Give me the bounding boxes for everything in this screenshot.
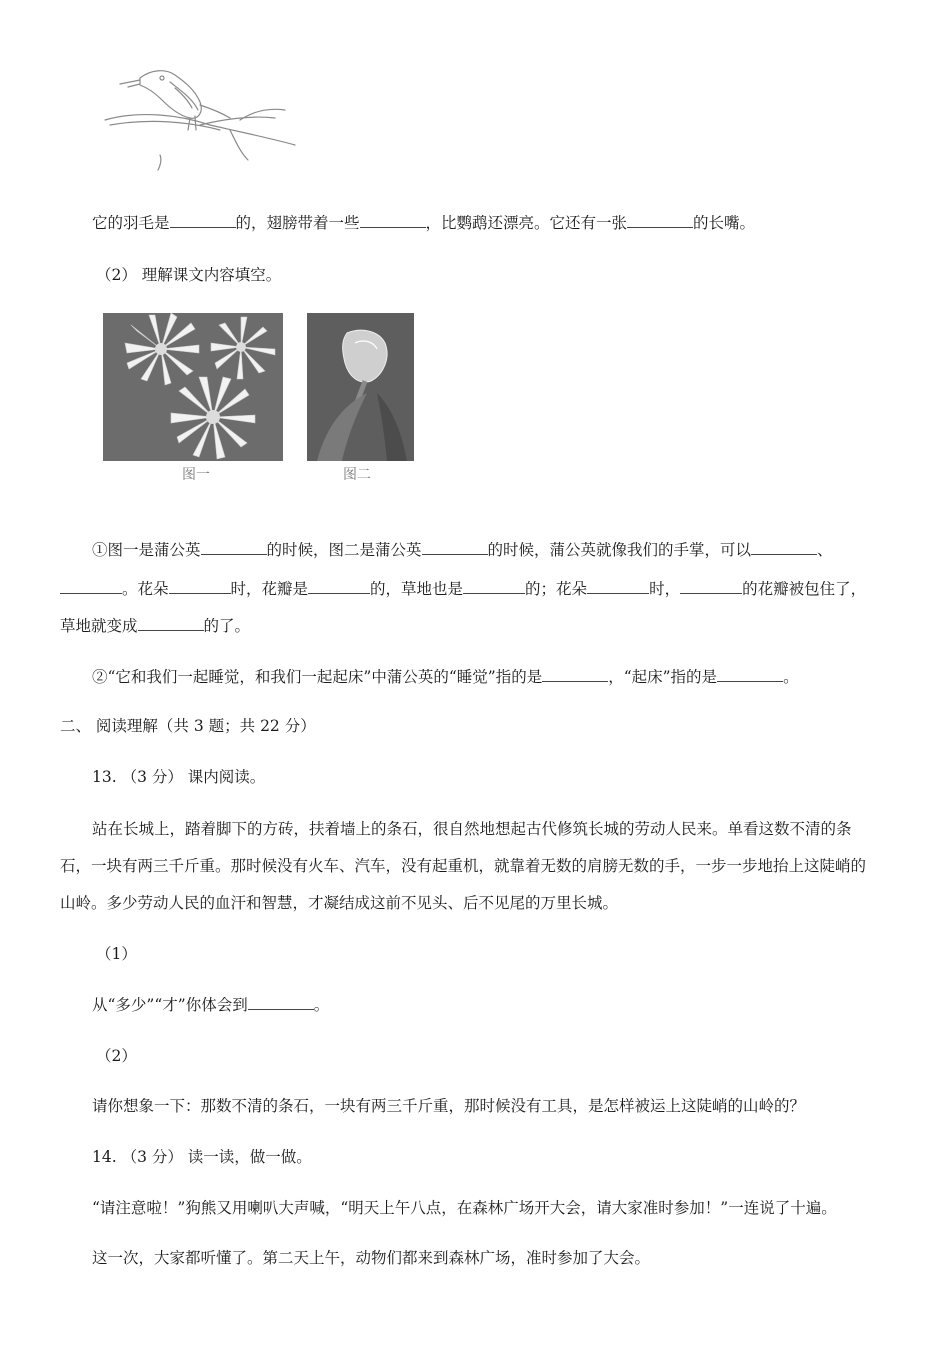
answer-blank[interactable] [680,579,742,594]
dandelion-fill-line-1 [92,540,833,560]
passage-line-2: 石，一块有两三千斤重。那时候没有火车、汽车，没有起重机，就靠着无数的肩膀无数的手，一步一步地抬上这陡峭的 [60,857,867,875]
text: 的，翅膀带着一些 [235,214,360,232]
answer-blank[interactable] [627,213,693,228]
text: 时，花瓣是 [230,580,309,598]
text: 的时候，蒲公英就像我们的手掌，可以 [487,541,752,559]
answer-blank[interactable] [170,213,236,228]
text: 。 [783,668,799,686]
answer-blank[interactable] [542,667,608,682]
text: 它的羽毛是 [92,214,170,232]
answer-blank[interactable] [422,540,488,555]
text: ，比鹦鹉还漂亮。它还有一张 [425,214,628,232]
bird-description-line [92,213,755,233]
text: 的；花朵 [525,580,588,598]
subquestion-2-text: 请你想象一下：那数不清的条石，一块有两三千斤重，那时候没有工具，是怎样被运上这陡峭的山岭的？ [92,1097,806,1115]
text: 的，草地也是 [370,580,464,598]
answer-blank[interactable] [751,540,817,555]
figure1-caption: 图一 [182,467,210,483]
text: 、 [817,541,833,559]
subquestion-1-label: （1） [96,945,137,963]
text: 的长嘴。 [693,214,756,232]
answer-blank[interactable] [360,213,426,228]
answer-blank[interactable] [169,579,231,594]
answer-blank[interactable] [201,540,267,555]
answer-blank[interactable] [587,579,649,594]
answer-blank[interactable] [248,995,314,1010]
story-line-2: 这一次，大家都听懂了。第二天上午，动物们都来到森林广场，准时参加了大会。 [92,1249,651,1267]
text: 。花朵 [122,580,169,598]
question-2-heading: （2） 理解课文内容填空。 [96,266,282,284]
figure2-caption: 图二 [343,467,371,483]
text: 时， [649,580,681,598]
subquestion-2-label: （2） [96,1047,137,1065]
text: 草地就变成 [60,617,138,635]
dandelion-question-2-line [92,667,799,687]
text: 的花瓣被包住了， [742,580,867,598]
question-13-heading: 13. （3 分） 课内阅读。 [92,768,266,786]
text: ②“它和我们一起睡觉，和我们一起起床”中蒲公英的“睡觉”指的是 [92,668,543,686]
dandelion-fill-line-3 [60,616,250,636]
dandelion-open-image [103,313,283,461]
text: ，“起床”指的是 [608,668,718,686]
answer-blank[interactable] [463,579,525,594]
text: 的时候，图二是蒲公英 [266,541,422,559]
answer-blank[interactable] [308,579,370,594]
passage-line-3: 山岭。多少劳动人民的血汗和智慧，才凝结成这前不见头、后不见尾的万里长城。 [60,894,619,912]
text: 的了。 [203,617,251,635]
answer-blank[interactable] [717,667,783,682]
story-line-1: “请注意啦！”狗熊又用喇叭大声喊，“明天上午八点，在森林广场开大会，请大家准时参加！”一连说了十遍。 [92,1199,837,1217]
answer-blank[interactable] [60,579,122,594]
text: 从“多少”“才”你体会到 [92,996,248,1014]
question-14-heading: 14. （3 分） 读一读，做一做。 [92,1148,312,1166]
dandelion-closed-image [307,313,414,461]
text: 。 [313,996,330,1014]
passage-line-1: 站在长城上，踏着脚下的方砖，扶着墙上的条石，很自然地想起古代修筑长城的劳动人民来。单看这数不清的条 [92,820,852,838]
subquestion-1-text [92,995,329,1015]
answer-blank[interactable] [138,616,204,631]
text: ①图一是蒲公英 [92,541,201,559]
kingfisher-sketch-image [100,60,300,175]
dandelion-fill-line-2 [60,579,866,599]
section-2-heading: 二、 阅读理解（共 3 题；共 22 分） [60,717,316,735]
